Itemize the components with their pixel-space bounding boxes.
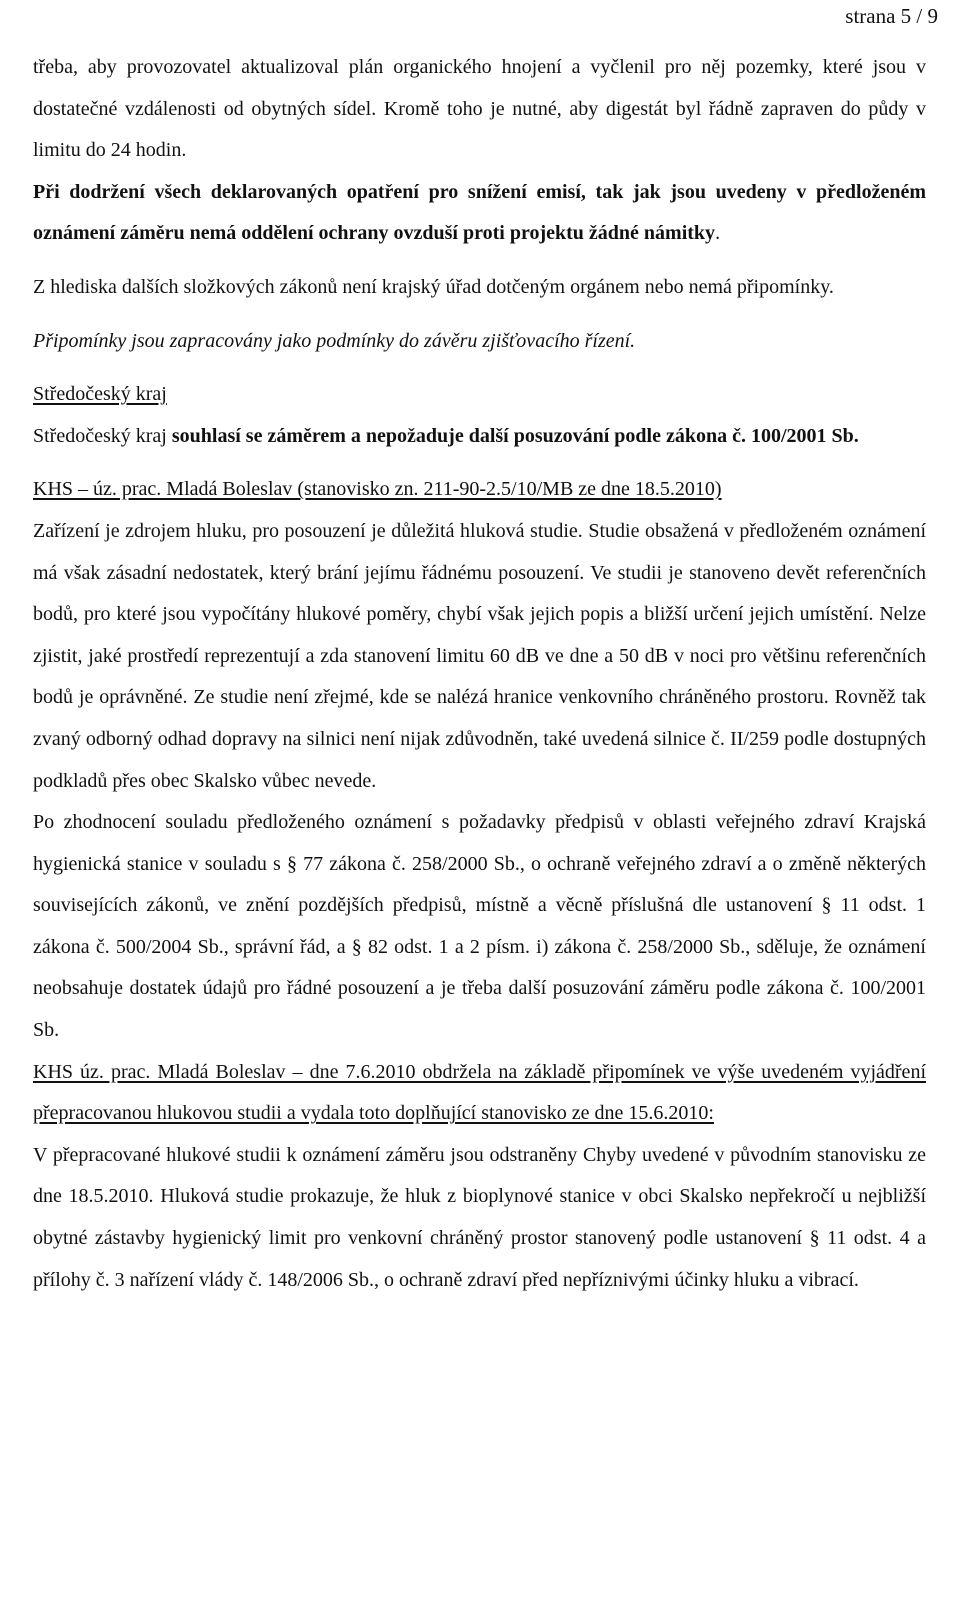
region-name: Středočeský kraj [33,424,172,447]
paragraph-revised-noise-study: V přepracované hlukové studii k oznámení záměru jsou odstraněny Chyby uvedené v původním stanovisku ze dne 18.5.2010. Hluková studie prokazuje, že hluk z bioplynové stanice v obci Skalsko nepřekročí u nejbližší obytné zástavby hygienický limit pro venkovní chráněný prostor stanovený podle ustanovení § 11 odst. 4 a přílohy č. 3 nařízení vlády č. 148/2006 Sb., o ochraně zdraví před nepříznivými účinky hluku a vibrací. [33,1143,926,1291]
region-consent-statement: souhlasí se záměrem a nepožaduje další posuzování podle zákona č. 100/2001 Sb. [171,424,859,447]
paragraph-organic-fertilization: třeba, aby provozovatel aktualizoval plán organického hnojení a vyčlenil pro něj pozemky, které jsou v dostatečné vzdálenosti od obytných sídel. Kromě toho je nutné, aby digestát byl řádně zapraven do půdy v limitu do 24 hodin. [33,56,926,162]
paragraph-comments-incorporated: Připomínky jsou zapracovány jako podmínky do závěru zjišťovacího řízení. [33,329,636,352]
section-heading-khs-supplement: KHS úz. prac. Mladá Boleslav – dne 7.6.2010 obdržela na základě připomínek ve výše uvedeném vyjádření přepracovanou hlukovou studii a vydala toto doplňující stanovisko ze dne 15.6.2010: [33,1060,926,1125]
page-number: strana 5 / 9 [845,4,938,28]
paragraph-air-protection [33,172,926,255]
paragraph-assessment-conclusion: Po zhodnocení souladu předloženého oznámení s požadavky předpisů v oblasti veřejného zdraví Krajská hygienická stanice v souladu s § 77 zákona č. 258/2000 Sb., o ochraně veřejného zdraví a o změně některých souvisejících zákonů, ve znění pozdějších předpisů, místně a věcně příslušná dle ustanovení § 11 odst. 1 zákona č. 500/2004 Sb., správní řád, a § 82 odst. 1 a 2 písm. i) zákona č. 258/2000 Sb., sděluje, že oznámení neobsahuje dostatek údajů pro řádné posouzení a je třeba další posuzování záměru podle zákona č. 100/2001 Sb. [33,811,926,1042]
paragraph-region-consent [33,416,926,458]
air-protection-statement: Při dodržení všech deklarovaných opatření pro snížení emisí, tak jak jsou uvedeny v předloženém oznámení záměru nemá oddělení ochrany ovzduší proti projektu žádné námitky [33,180,926,245]
section-heading-region: Středočeský kraj [33,383,167,406]
paragraph-noise-study: Zařízení je zdrojem hluku, pro posouzení je důležitá hluková studie. Studie obsažená v předloženém oznámení má však zásadní nedostatek, který brání jejímu řádnému posouzení. Ve studii je stanoveno devět referenčních bodů, pro které jsou vypočítány hlukové poměry, chybí však jejich popis a bližší určení jejich umístění. Nelze zjistit, jaké prostředí reprezentují a zda stanovení limitu 60 dB ve dne a 50 dB v noci pro většinu referenčních bodů je oprávněné. Ze studie není zřejmé, kde se nalézá hranice venkovního chráněného prostoru. Rovněž tak zvaný odborný odhad dopravy na silnici není nijak zdůvodněn, také uvedená silnice č. II/259 podle dostupných podkladů přes obec Skalsko vůbec nevede. [33,519,926,792]
air-protection-period: . [715,222,721,245]
document-body [33,47,926,1301]
section-heading-khs-opinion: KHS – úz. prac. Mladá Boleslav (stanovisko zn. 211-90-2.5/10/MB ze dne 18.5.2010) [33,478,722,501]
paragraph-other-laws: Z hlediska dalších složkových zákonů není krajský úřad dotčeným orgánem nebo nemá připomínky. [33,275,834,298]
